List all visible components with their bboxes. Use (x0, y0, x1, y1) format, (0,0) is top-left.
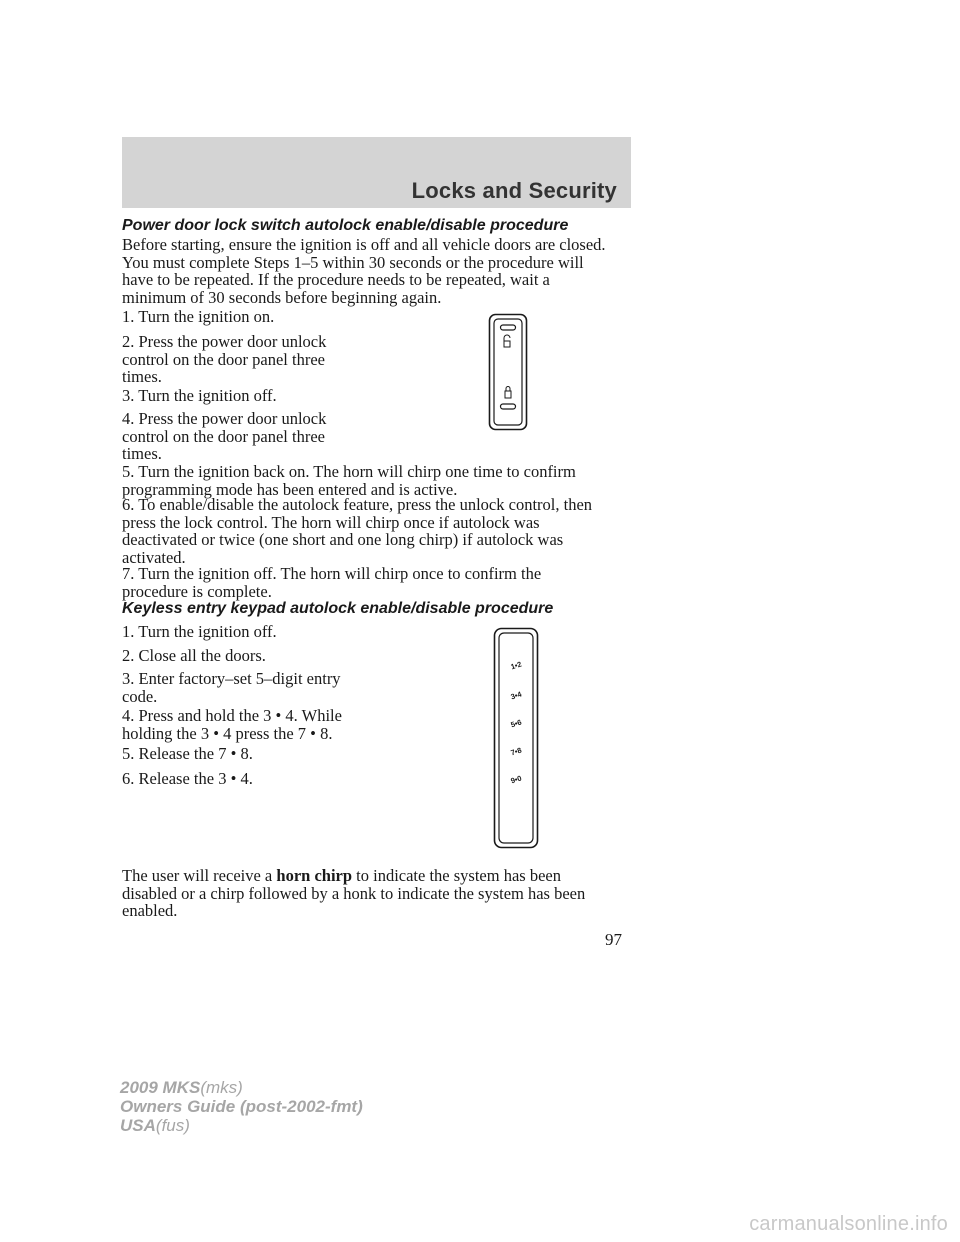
intro-paragraph (122, 236, 606, 306)
step-line: 5. Turn the ignition back on. The horn will chirp one time to confirm (122, 462, 576, 481)
keypad-button-3-4: 3•4 (509, 689, 523, 702)
step-line: 6. To enable/disable the autolock feature, press the unlock control, then (122, 495, 593, 514)
door-lock-switch-illustration (488, 313, 528, 431)
step-1: 1. Turn the ignition on. (122, 307, 275, 326)
step-line: 4. Press the power door unlock (122, 409, 327, 428)
step-4 (122, 410, 326, 463)
step-line: 4. Press and hold the 3 • 4. While (122, 706, 342, 725)
step-line: control on the door panel three (122, 349, 325, 369)
step-line: 3. Enter factory–set 5–digit entry (122, 669, 341, 688)
step-3: 3. Turn the ignition off. (122, 386, 277, 405)
footer-model-code: (mks) (200, 1078, 243, 1097)
step-line: code. (122, 686, 158, 706)
step-line: deactivated or twice (one short and one long chirp) if autolock was (122, 530, 564, 550)
keypad-step-4 (122, 707, 342, 742)
keypad-button-1-2: 1•2 (509, 659, 523, 672)
step-line: programming mode has been entered and is active. (122, 479, 458, 499)
section-title: Locks and Security (411, 178, 617, 203)
keypad-button-5-6: 5•6 (509, 717, 523, 730)
step-line: 2. Press the power door unlock (122, 332, 327, 351)
intro-line: minimum of 30 seconds before beginning again. (122, 287, 442, 307)
step-line: procedure is complete. (122, 581, 272, 601)
step-line: activated. (122, 547, 186, 567)
watermark: carmanualsonline.info (749, 1213, 948, 1235)
step-5 (122, 463, 576, 498)
closing-line: enabled. (122, 901, 178, 921)
intro-line: Before starting, ensure the ignition is off and all vehicle doors are closed. (122, 235, 606, 254)
footer-model (120, 1078, 243, 1097)
intro-line: You must complete Steps 1–5 within 30 seconds or the procedure will (122, 252, 584, 272)
keypad-step-2: 2. Close all the doors. (122, 646, 266, 665)
closing-line: disabled or a chirp followed by a honk to indicate the system has been (122, 883, 586, 903)
closing-text: to indicate the system has been (352, 866, 561, 885)
step-line: press the lock control. The horn will chirp once if autolock was (122, 512, 540, 532)
step-6 (122, 496, 592, 566)
keyless-keypad-illustration (493, 627, 539, 849)
keypad-step-1: 1. Turn the ignition off. (122, 622, 277, 641)
footer-guide: Owners Guide (post-2002-fmt) (120, 1097, 363, 1116)
footer-region-code: (fus) (155, 1116, 190, 1135)
intro-line: have to be repeated. If the procedure needs to be repeated, wait a (122, 270, 550, 290)
closing-line (122, 867, 585, 885)
footer-model-name: 2009 MKS (120, 1078, 201, 1097)
horn-chirp-emphasis: horn chirp (276, 866, 353, 885)
closing-paragraph (122, 867, 585, 920)
step-7 (122, 565, 541, 600)
step-2 (122, 333, 326, 386)
keypad-button-9-0: 9•0 (509, 773, 523, 786)
step-line: holding the 3 • 4 press the 7 • 8. (122, 723, 333, 743)
keypad-button-7-8: 7•8 (509, 745, 523, 758)
step-line: times. (122, 367, 162, 387)
section-heading-keyless-entry: Keyless entry keypad autolock enable/disable procedure (122, 600, 554, 617)
step-line: 7. Turn the ignition off. The horn will chirp once to confirm the (122, 564, 542, 583)
keypad-step-3 (122, 670, 341, 705)
step-line: control on the door panel three (122, 426, 325, 446)
closing-text: The user will receive a (122, 866, 277, 885)
section-heading-power-door-lock: Power door lock switch autolock enable/disable procedure (122, 217, 569, 234)
footer-region (120, 1116, 190, 1135)
page-number: 97 (605, 930, 622, 949)
footer-region-name: USA (120, 1116, 156, 1135)
keypad-step-6: 6. Release the 3 • 4. (122, 769, 253, 788)
keypad-step-5: 5. Release the 7 • 8. (122, 744, 253, 763)
step-line: times. (122, 444, 162, 464)
